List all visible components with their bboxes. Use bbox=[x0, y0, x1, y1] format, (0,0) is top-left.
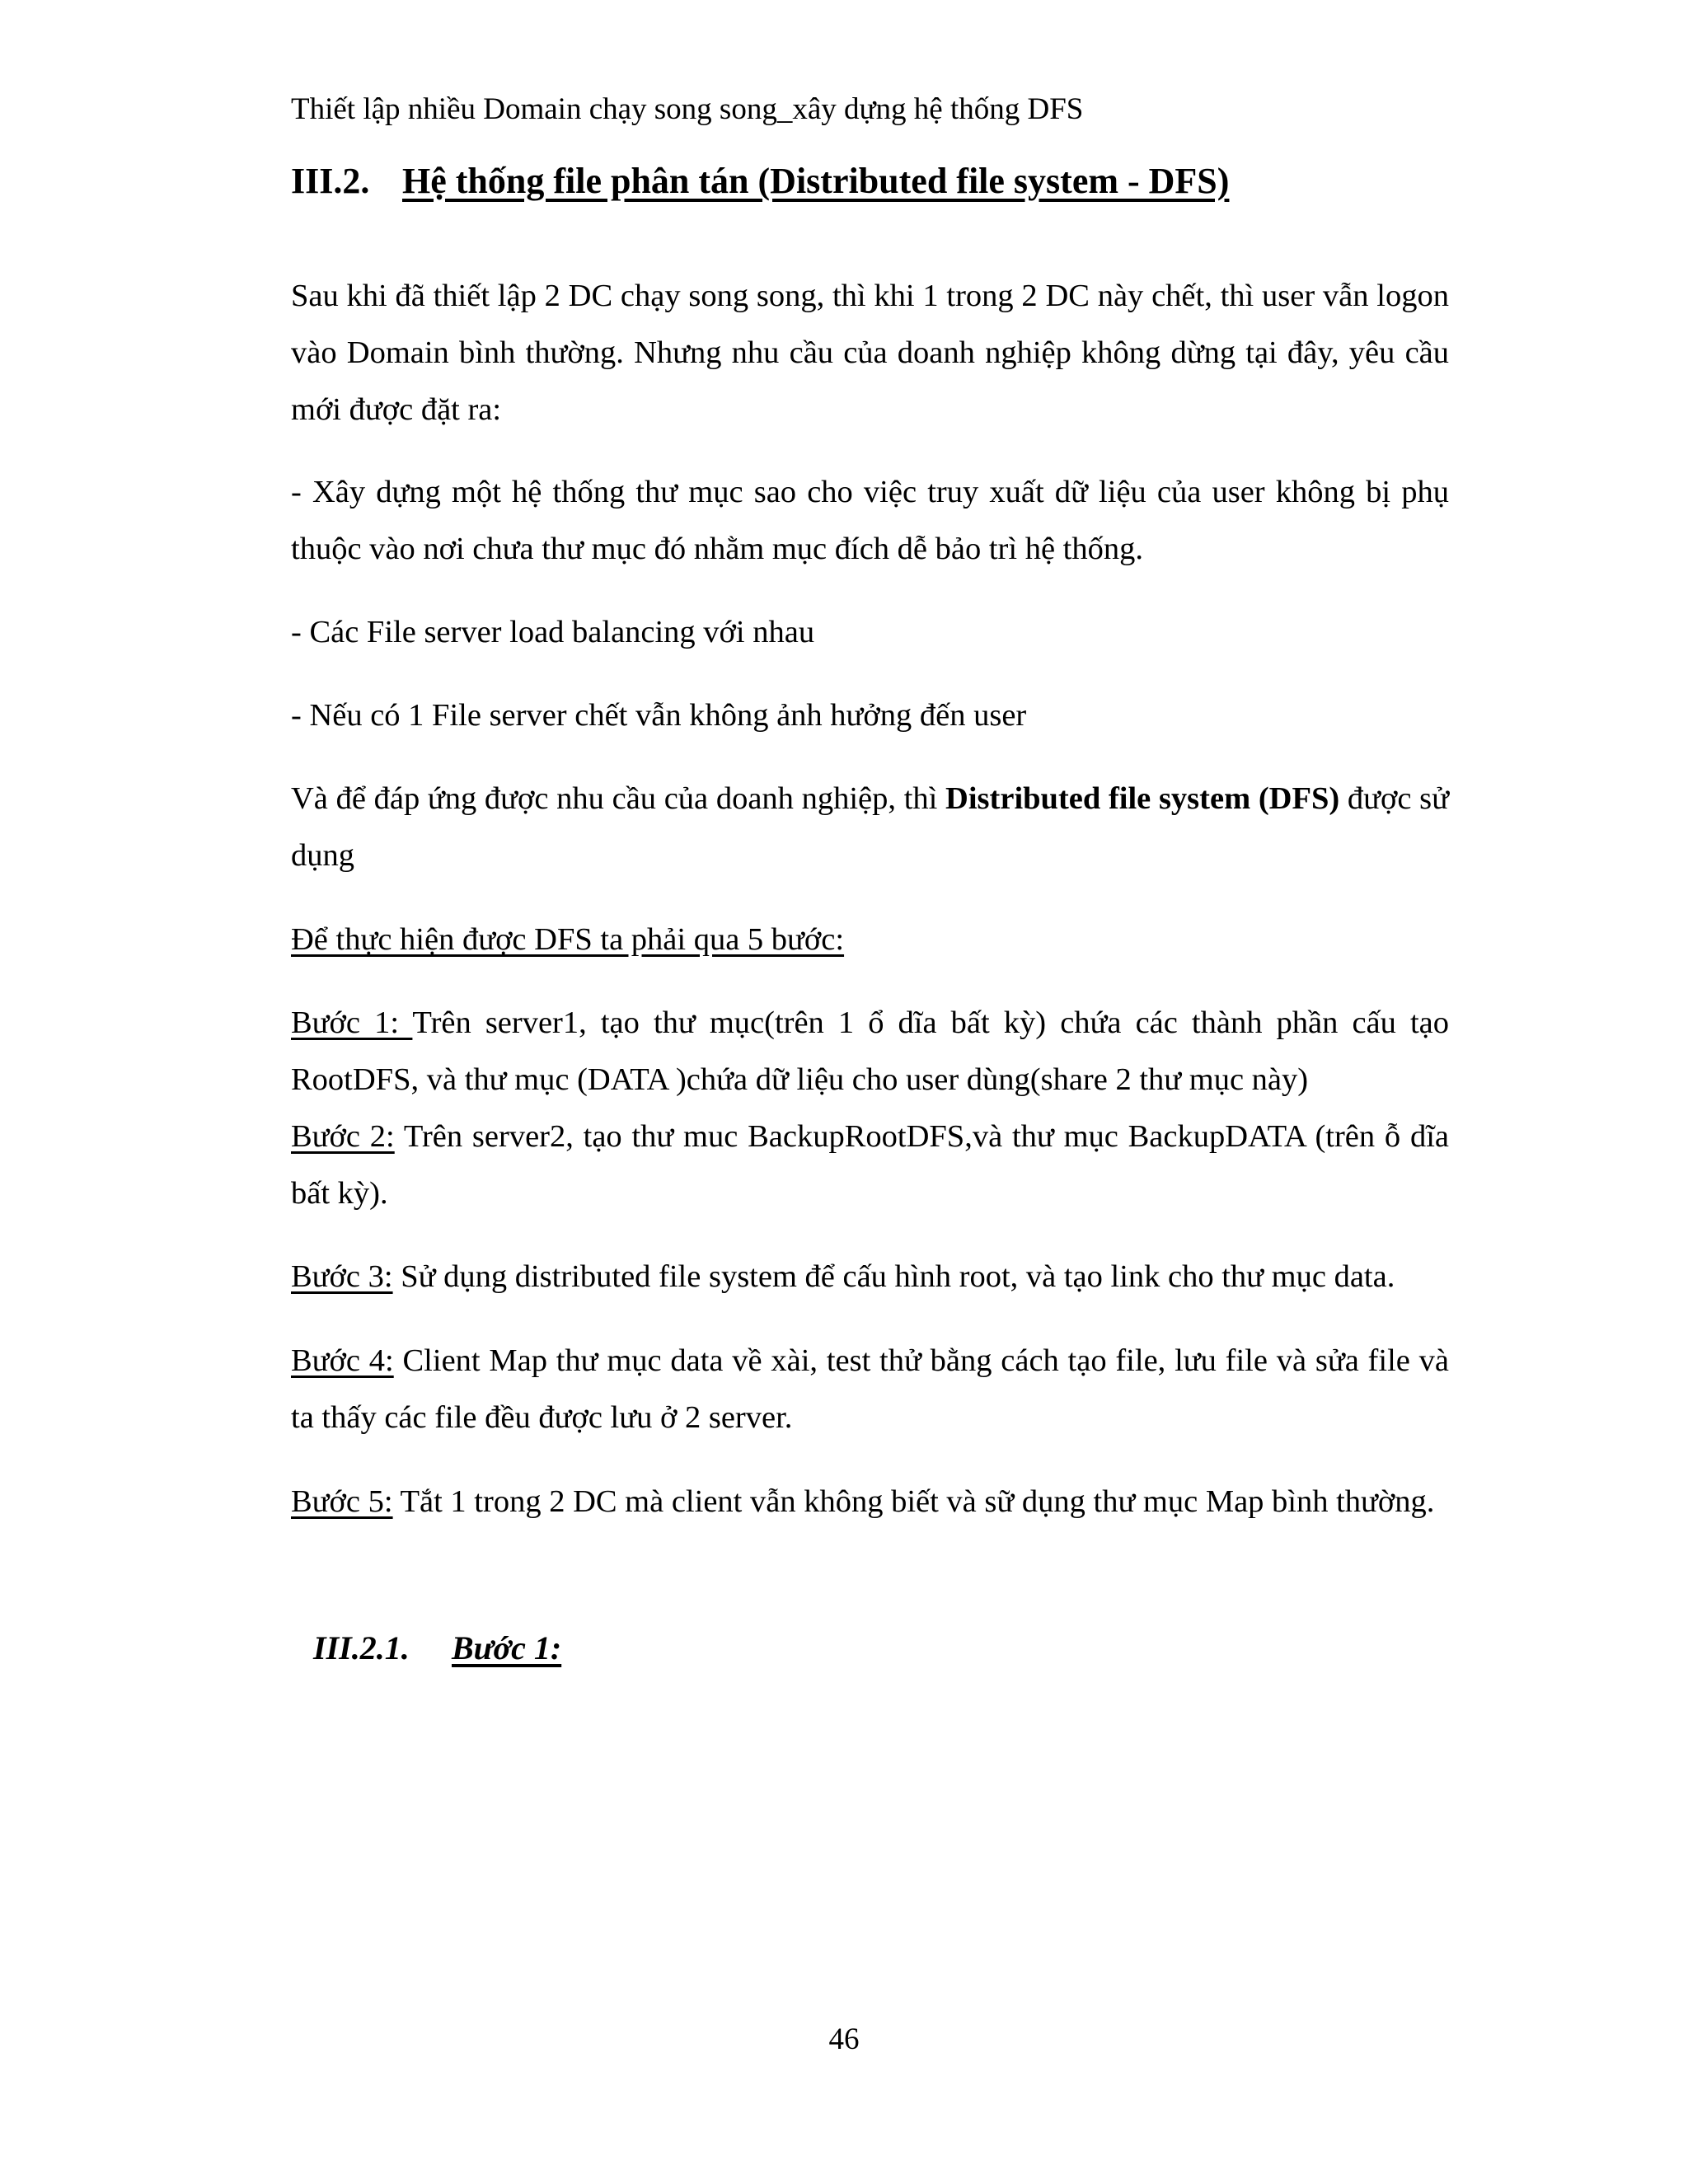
step-4-block bbox=[291, 1333, 1449, 1446]
paragraph-requirement-2 bbox=[291, 604, 1449, 661]
step-2-text: Trên server2, tạo thư muc BackupRootDFS,và thư mục BackupDATA (trên ỗ dĩa bất kỳ). bbox=[291, 1119, 1449, 1211]
steps-1-2-block bbox=[291, 995, 1449, 1222]
step-1 bbox=[291, 995, 1449, 1108]
page-number: 46 bbox=[828, 2022, 860, 2056]
step-5-text: Tắt 1 trong 2 DC mà client vẫn không biết và sữ dụng thư mục Map bình thường. bbox=[392, 1484, 1435, 1519]
section-heading bbox=[291, 157, 1229, 206]
step-4-label: Bước 4: bbox=[291, 1343, 394, 1378]
step-1-label: Bước 1: bbox=[291, 1005, 413, 1040]
section-title: Hệ thống file phân tán (Distributed file system - DFS) bbox=[402, 161, 1230, 201]
dfs-text-bold: Distributed file system (DFS) bbox=[945, 781, 1340, 816]
subsection-number: III.2.1. bbox=[313, 1629, 410, 1666]
dfs-text-pre: Và để đáp ứng được nhu cầu của doanh nghiệp, thì bbox=[291, 781, 946, 816]
paragraph-requirement-1 bbox=[291, 464, 1449, 578]
section-number: III.2. bbox=[291, 161, 370, 201]
step-5-block bbox=[291, 1474, 1449, 1530]
requirement-3-text: - Nếu có 1 File server chết vẫn không ảnh hưởng đến user bbox=[291, 698, 1027, 733]
step-3 bbox=[291, 1249, 1449, 1305]
step-1-text: Trên server1, tạo thư mục(trên 1 ổ dĩa bất kỳ) chứa các thành phần cấu tạo RootDFS, và thư mục (DATA )chứa dữ liệu cho user dùng(share 2 thư mục này) bbox=[291, 1005, 1450, 1097]
step-3-label: Bước 3: bbox=[291, 1259, 393, 1294]
dfs-text-post: được sử dụng bbox=[291, 781, 1450, 873]
subsection-title: Bước 1: bbox=[452, 1629, 562, 1666]
step-5-label: Bước 5: bbox=[291, 1484, 393, 1519]
paragraph-intro-text: Sau khi đã thiết lập 2 DC chạy song song, thì khi 1 trong 2 DC này chết, thì user vẫn logon vào Domain bình thường. Nhưng nhu cầu của doanh nghiệp không dừng tại đây, yêu cầu mới được đặt ra: bbox=[291, 279, 1449, 427]
step-2-label: Bước 2: bbox=[291, 1119, 395, 1154]
step-4 bbox=[291, 1333, 1449, 1446]
steps-intro-text: Để thực hiện được DFS ta phải qua 5 bước: bbox=[291, 922, 845, 957]
subsection-heading bbox=[313, 1624, 561, 1673]
paragraph-dfs-text bbox=[291, 771, 1449, 884]
step-3-text: Sử dụng distributed file system để cấu hình root, và tạo link cho thư mục data. bbox=[392, 1259, 1395, 1294]
requirement-2-text: - Các File server load balancing với nhau bbox=[291, 615, 815, 649]
running-header: Thiết lập nhiều Domain chạy song song_xây dựng hệ thống DFS bbox=[291, 92, 1084, 126]
step-3-block bbox=[291, 1249, 1449, 1305]
paragraph-requirement-3 bbox=[291, 687, 1449, 744]
requirement-1-text: - Xây dựng một hệ thống thư mục sao cho việc truy xuất dữ liệu của user không bị phụ thuộc vào nơi chưa thư mục đó nhằm mục đích dễ bảo trì hệ thống. bbox=[291, 475, 1449, 566]
step-2 bbox=[291, 1108, 1449, 1222]
step-4-text: Client Map thư mục data về xài, test thử bằng cách tạo file, lưu file và sửa file và ta thấy các file đều được lưu ở 2 server. bbox=[291, 1343, 1449, 1435]
paragraph-intro bbox=[291, 268, 1449, 438]
paragraph-steps-intro bbox=[291, 912, 1449, 968]
paragraph-dfs bbox=[291, 771, 1449, 884]
step-5 bbox=[291, 1474, 1449, 1530]
